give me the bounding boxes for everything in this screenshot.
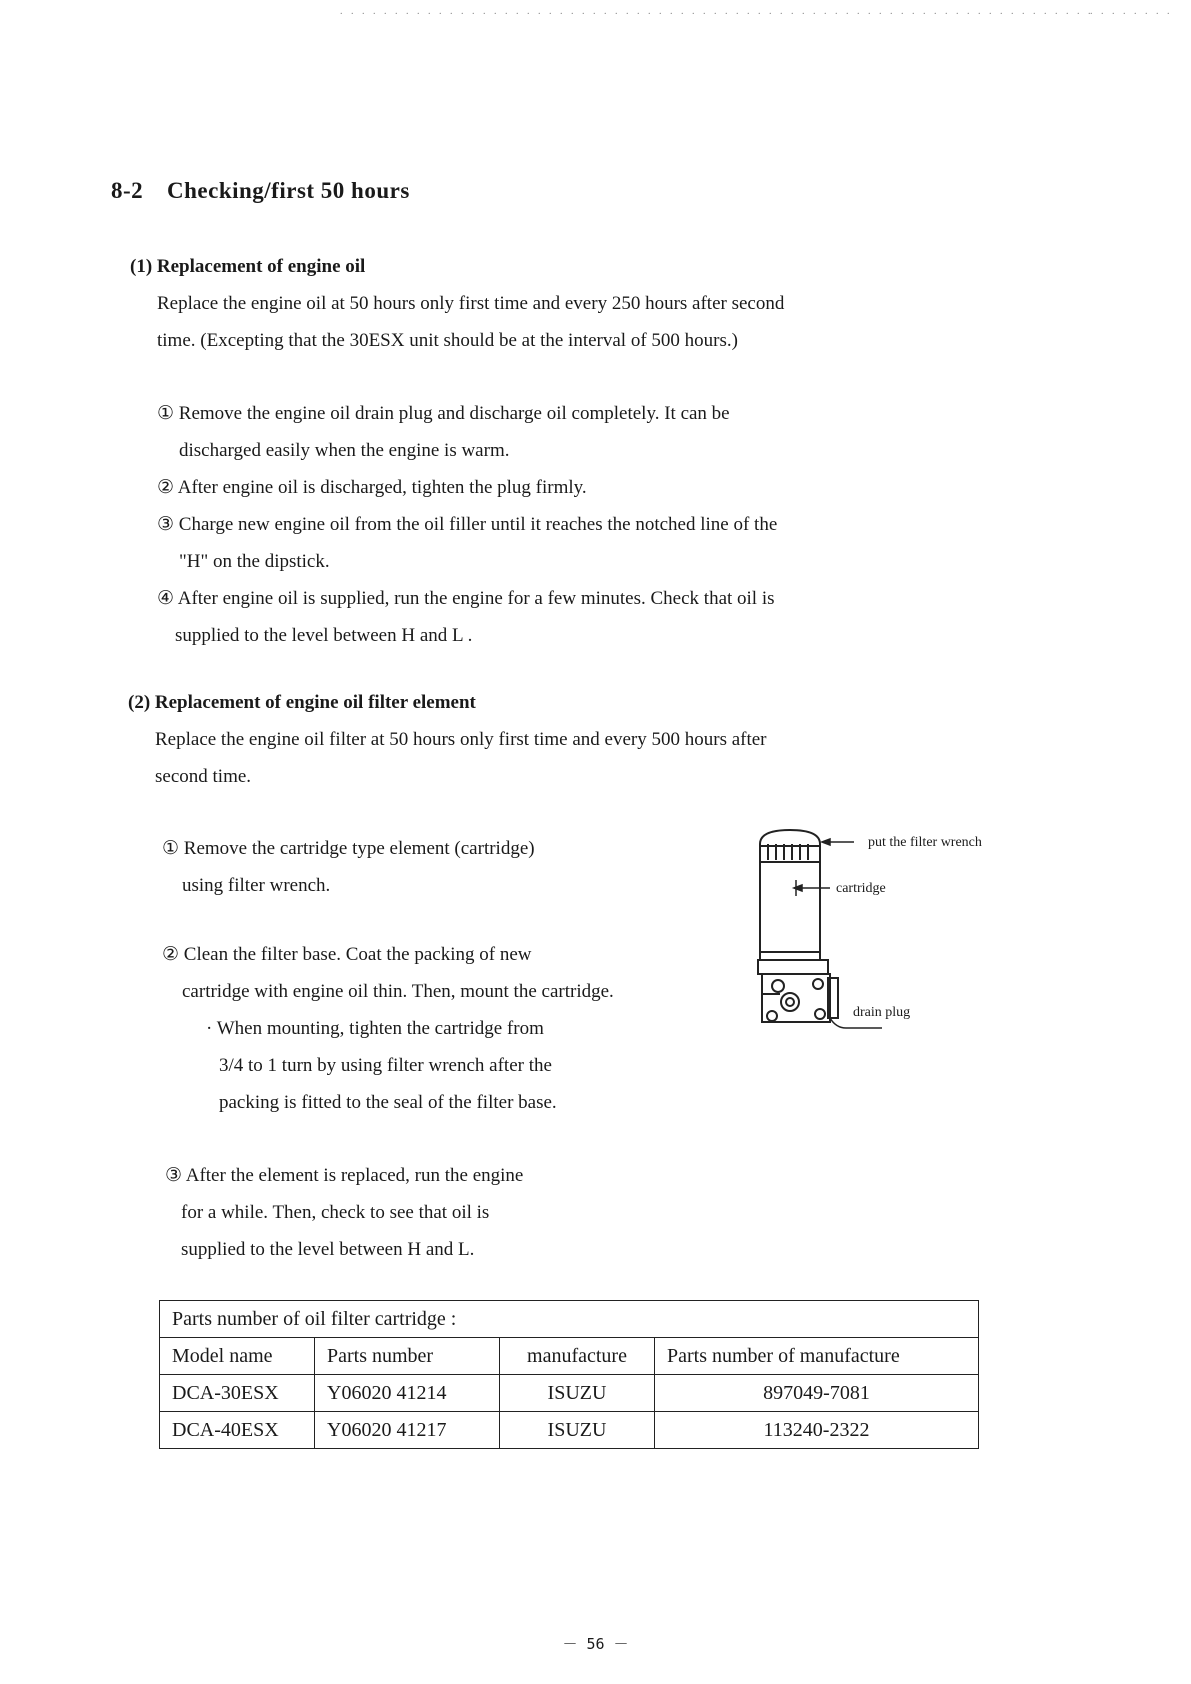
sub2-step2-line: packing is fitted to the seal of the filter base. <box>219 1092 557 1113</box>
table-header: Parts number <box>315 1338 500 1375</box>
table-cell: Y06020 41217 <box>315 1412 500 1449</box>
table-row <box>160 1412 979 1449</box>
oil-filter-figure <box>750 822 1010 1032</box>
table-header: Parts number of manufacture <box>655 1338 979 1375</box>
sub2-step2-line: 3/4 to 1 turn by using filter wrench after the <box>219 1055 552 1076</box>
section-number: 8-2 <box>111 178 144 203</box>
parts-table <box>159 1300 979 1449</box>
sub2-step2-line: cartridge with engine oil thin. Then, mount the cartridge. <box>182 981 614 1002</box>
table-caption: Parts number of oil filter cartridge : <box>160 1301 979 1338</box>
sub2-step3-line: supplied to the level between H and L. <box>181 1239 475 1260</box>
label-cartridge: cartridge <box>836 881 886 896</box>
sub1-step-line: "H" on the dipstick. <box>179 551 330 572</box>
sub1-para-line: Replace the engine oil at 50 hours only first time and every 250 hours after second <box>157 293 785 314</box>
sub2-para <box>155 721 767 795</box>
sub2-step2-line: · When mounting, tighten the cartridge from <box>206 1018 544 1039</box>
sub2-para-line: second time. <box>155 766 252 787</box>
sub2-step2-line: ② Clean the filter base. Coat the packing of new <box>162 944 532 965</box>
table-row <box>160 1375 979 1412</box>
table-cell: ISUZU <box>500 1375 655 1412</box>
table-caption-row <box>160 1301 979 1338</box>
table-header: Model name <box>160 1338 315 1375</box>
filter-base <box>758 960 838 1022</box>
sub1-step-line: supplied to the level between H and L . <box>175 625 473 646</box>
sub1-step-line: discharged easily when the engine is warm. <box>179 440 510 461</box>
section-title <box>111 178 410 204</box>
sub2-para-line: Replace the engine oil filter at 50 hours only first time and every 500 hours after <box>155 729 767 750</box>
table-cell: Y06020 41214 <box>315 1375 500 1412</box>
label-drain-plug: drain plug <box>853 1005 911 1020</box>
sub1-para-line: time. (Excepting that the 30ESX unit should be at the interval of 500 hours.) <box>157 330 738 351</box>
header-dots-right: . . . . . . . . <box>1090 6 1173 17</box>
sub1-heading: (1) Replacement of engine oil <box>130 256 366 277</box>
sub2-step3 <box>165 1157 523 1268</box>
table-cell: DCA-40ESX <box>160 1412 315 1449</box>
table-cell: 897049-7081 <box>655 1375 979 1412</box>
section-title-text: Checking/first 50 hours <box>167 178 410 203</box>
header-dots: . . . . . . . . . . . . . . . . . . . . . . . . . . . . . . . . . . . . . . . . . . . . . . . . . . . . . . . . . . . . . . . . . . . . . <box>340 6 1094 17</box>
sub2-step2 <box>162 936 614 1121</box>
sub2-step1-line: ① Remove the cartridge type element (cartridge) <box>162 838 535 859</box>
sub1-steps <box>157 395 777 654</box>
sub2-step1-line: using filter wrench. <box>182 875 331 896</box>
cartridge-cap <box>760 830 820 862</box>
sub1-step-line: ② After engine oil is discharged, tighten the plug firmly. <box>157 477 587 498</box>
sub2-step1 <box>162 830 535 904</box>
sub1-step-line: ③ Charge new engine oil from the oil filler until it reaches the notched line of the <box>157 514 778 535</box>
cartridge-body <box>760 862 820 960</box>
sub2-step3-line: ③ After the element is replaced, run the engine <box>165 1165 524 1186</box>
table-header: manufacture <box>500 1338 655 1375</box>
table-header-row <box>160 1338 979 1375</box>
sub1-para <box>157 285 784 359</box>
sub2-step3-line: for a while. Then, check to see that oil is <box>181 1202 490 1223</box>
sub1-step-line: ① Remove the engine oil drain plug and discharge oil completely. It can be <box>157 403 730 424</box>
table-cell: ISUZU <box>500 1412 655 1449</box>
page-number: － 56 － <box>562 1635 629 1653</box>
label-filter-wrench: put the filter wrench <box>868 835 982 850</box>
sub2-heading: (2) Replacement of engine oil filter element <box>128 692 476 713</box>
table-cell: 113240-2322 <box>655 1412 979 1449</box>
table-cell: DCA-30ESX <box>160 1375 315 1412</box>
sub1-step-line: ④ After engine oil is supplied, run the engine for a few minutes. Check that oil is <box>157 588 775 609</box>
